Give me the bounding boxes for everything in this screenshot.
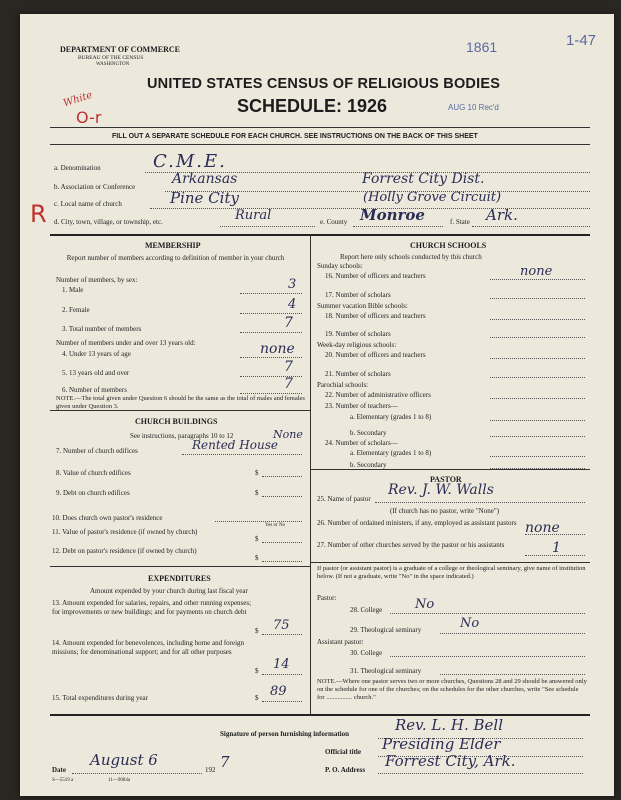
q23b-label: b. Secondary — [350, 429, 387, 437]
q4-label: 4. Under 13 years of age — [62, 350, 131, 358]
q19-label: 19. Number of scholars — [325, 330, 391, 338]
q13-label: 13. Amount expended for salaries, repairs, and other running expenses; for improvements or new buildings; and for payments on church debt — [52, 599, 252, 616]
buildings-title: CHURCH BUILDINGS — [135, 417, 218, 426]
value-circuit: (Holly Grove Circuit) — [363, 190, 502, 205]
value-church-name: Pine City — [170, 189, 239, 207]
q24-label: 24. Number of scholars— — [325, 439, 398, 447]
instruction-line: FILL OUT A SEPARATE SCHEDULE FOR EACH CHURCH. SEE INSTRUCTIONS ON THE BACK OF THIS SHEET — [112, 133, 478, 140]
schools-title: CHURCH SCHOOLS — [410, 241, 487, 250]
sunday-label: Sunday schools: — [317, 262, 363, 270]
q27-value: 1 — [552, 540, 561, 556]
pastor-title: PASTOR — [430, 475, 462, 484]
q11-label: 11. Value of pastor's residence (if owned by church) — [52, 528, 198, 536]
label-denomination: a. Denomination — [54, 164, 101, 172]
census-schedule-sheet — [20, 14, 614, 796]
department-label: DEPARTMENT OF COMMERCE — [60, 45, 181, 54]
city-label: WASHINGTON — [96, 62, 130, 67]
form-number: S—5519 a — [52, 778, 74, 783]
q21-label: 21. Number of scholars — [325, 370, 391, 378]
schools-intro: Report here only schools conducted by this church — [340, 253, 482, 261]
q15-label: 15. Total expenditures during year — [52, 694, 148, 702]
q28-value: No — [415, 597, 435, 612]
value-denomination: C.M.E. — [153, 151, 227, 172]
signature-value: Rev. L. H. Bell — [395, 716, 504, 734]
date-value: August 6 — [90, 751, 158, 769]
year-prefix: 192 — [205, 766, 216, 774]
pastor-sub-label: Pastor: — [317, 594, 337, 602]
q23a-label: a. Elementary (grades 1 to 8) — [350, 413, 432, 421]
yes-no-hint: Yes or No — [265, 523, 286, 528]
expenditures-sub: Amount expended by your church during last fiscal year — [90, 587, 248, 595]
graduate-note: If pastor (or assistant pastor) is a graduate of a college or theological seminary, give name of institution below. (If not a graduate, write "No" in the space indicated.) — [317, 565, 586, 580]
q15-value: 89 — [270, 684, 287, 699]
q28-label: 28. College — [350, 606, 383, 614]
q13-value: 75 — [273, 618, 290, 633]
label-church-name: c. Local name of church — [54, 200, 122, 208]
schedule-title: SCHEDULE: 1926 — [237, 96, 388, 116]
code-annotation: O-r — [76, 108, 102, 127]
membership-title: MEMBERSHIP — [145, 241, 201, 250]
date-label: Date — [52, 766, 66, 774]
q2-value: 4 — [288, 297, 297, 312]
q14-value: 14 — [273, 657, 290, 672]
q4-value: none — [260, 341, 295, 357]
q12-dollar: $ — [255, 554, 259, 562]
print-number: 11—9084a — [108, 778, 131, 783]
value-district: Forrest City Dist. — [362, 171, 485, 187]
q31-label: 31. Theological seminary — [350, 667, 422, 675]
stamp-number: 1861 — [466, 39, 498, 55]
q26-label: 26. Number of ordained ministers, if any, employed as assistant pastors — [317, 519, 517, 527]
q6-value: 7 — [284, 376, 293, 392]
official-title-value: Presiding Elder — [382, 735, 501, 753]
membership-intro: Report number of members according to definition of member in your church — [66, 254, 285, 262]
q14-label: 14. Amount expended for benevolences, including home and foreign missions; for denominational support; and for all other purposes — [52, 639, 245, 656]
q11-dollar: $ — [255, 535, 259, 543]
label-conference: b. Association or Conference — [54, 183, 136, 191]
q22-label: 22. Number of administrative officers — [325, 391, 431, 399]
q3-value: 7 — [284, 315, 293, 331]
stamp-code: 1-47 — [566, 32, 597, 49]
q13-dollar: $ — [255, 627, 259, 635]
q23-label: 23. Number of teachers— — [325, 402, 398, 410]
label-county: e. County — [320, 218, 348, 226]
year-value: 7 — [220, 753, 230, 771]
membership-age-label: Number of members under and over 13 years old: — [56, 339, 196, 347]
membership-note: NOTE.—The total given under Question 6 should be the same as the total of males and females given under Question 3. — [56, 395, 305, 410]
q2-label: 2. Female — [62, 306, 90, 314]
expenditures-title: EXPENDITURES — [148, 574, 211, 583]
q7-value: Rented House — [192, 438, 278, 452]
q26-value: none — [525, 520, 560, 536]
summer-label: Summer vacation Bible schools: — [317, 302, 408, 310]
buildings-see: See instructions, paragraphs 10 to 12 — [130, 432, 234, 440]
value-city: Rural — [235, 208, 272, 223]
received-stamp: AUG 10 Rec'd — [448, 103, 499, 112]
q20-label: 20. Number of officers and teachers — [325, 351, 426, 359]
bureau-label: BUREAU OF THE CENSUS — [78, 55, 144, 61]
q10-label: 10. Does church own pastor's residence — [52, 514, 163, 522]
q30-label: 30. College — [350, 649, 383, 657]
value-state: Ark. — [486, 206, 518, 224]
pastor-note: NOTE.—Where one pastor serves two or more churches, Questions 28 and 29 should be answered only on the schedule for one of the churches; on the schedules for the other churches, write "See schedule for ................ church." — [317, 678, 587, 701]
q5-value: 7 — [284, 359, 293, 375]
q29-label: 29. Theological seminary — [350, 626, 422, 634]
q5-label: 5. 13 years old and over — [62, 369, 130, 377]
q7-none: None — [273, 428, 303, 441]
q16-label: 16. Number of officers and teachers — [325, 272, 426, 280]
label-state: f. State — [450, 218, 470, 226]
q24a-label: a. Elementary (grades 1 to 8) — [350, 449, 432, 457]
value-county: Monroe — [360, 206, 425, 224]
signature-label: Signature of person furnishing information — [220, 730, 349, 738]
form-title: UNITED STATES CENSUS OF RELIGIOUS BODIES — [147, 76, 501, 92]
q25-value: Rev. J. W. Walls — [388, 482, 494, 498]
official-title-label: Official title — [325, 748, 361, 756]
q8-label: 8. Value of church edifices — [56, 469, 131, 477]
q15-dollar: $ — [255, 694, 259, 702]
q14-dollar: $ — [255, 667, 259, 675]
q25-sub: (If church has no pastor, write "None") — [390, 507, 500, 515]
q16-value: none — [520, 264, 553, 279]
q29-value: No — [460, 616, 480, 631]
q1-value: 3 — [288, 277, 297, 292]
asst-pastor-label: Assistant pastor: — [317, 638, 364, 646]
q3-label: 3. Total number of members — [62, 325, 142, 333]
q24b-label: b. Secondary — [350, 461, 387, 469]
q9-dollar: $ — [255, 489, 259, 497]
membership-sex-label: Number of members, by sex: — [56, 276, 138, 284]
q17-label: 17. Number of scholars — [325, 291, 391, 299]
parochial-label: Parochial schools: — [317, 381, 369, 389]
q8-dollar: $ — [255, 469, 259, 477]
q9-label: 9. Debt on church edifices — [56, 489, 130, 497]
q27-label: 27. Number of other churches served by the pastor or his assistants — [317, 541, 505, 549]
q25-label: 25. Name of pastor — [317, 495, 371, 503]
po-address-value: Forrest City, Ark. — [385, 752, 516, 770]
r-annotation: R — [30, 200, 47, 228]
po-address-label: P. O. Address — [325, 766, 366, 774]
label-city: d. City, town, village, or township, etc. — [54, 218, 163, 226]
q6-label: 6. Number of members — [62, 386, 127, 394]
weekday-label: Week-day religious schools: — [317, 341, 397, 349]
race-annotation: White — [62, 89, 94, 110]
q1-label: 1. Male — [62, 286, 84, 294]
value-conference: Arkansas — [172, 171, 238, 187]
q12-label: 12. Debt on pastor's residence (if owned by church) — [52, 547, 197, 555]
q18-label: 18. Number of officers and teachers — [325, 312, 426, 320]
q7-label: 7. Number of church edifices — [56, 447, 138, 455]
